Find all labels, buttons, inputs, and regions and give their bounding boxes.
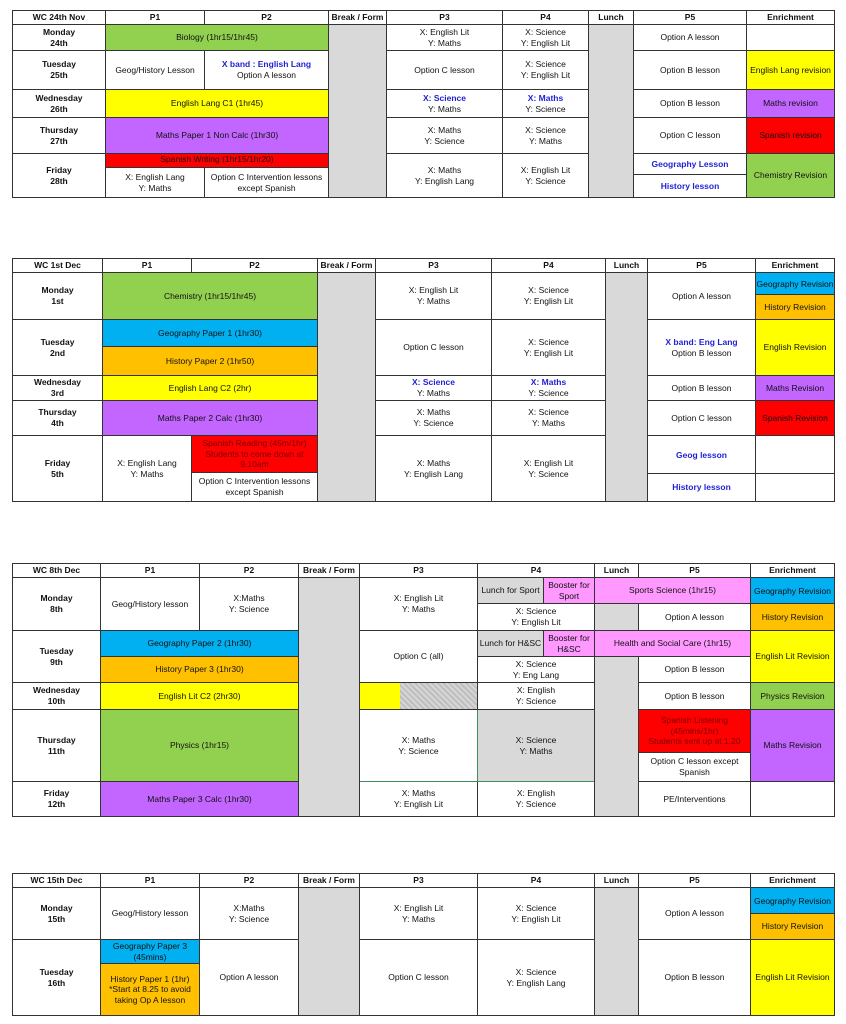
lesson-text: Option A lesson	[236, 70, 297, 80]
lesson-cell: X:Maths Y: Science	[200, 578, 299, 631]
day-text: Tuesday 25th	[42, 59, 76, 80]
break-column	[299, 578, 360, 817]
exam-cell: Spanish Listening (45mins/1hr) Students sent up at 1.20	[639, 710, 750, 753]
header-break: Break / Form	[299, 874, 360, 888]
lesson-cell: X: Science Y: Maths	[503, 118, 589, 154]
exam-cell: Maths Paper 1 Non Calc (1hr30)	[106, 118, 329, 154]
lesson-text: Y: Science	[525, 103, 566, 114]
lesson-cell: Option B lesson	[648, 376, 756, 401]
lesson-cell: Option C lesson	[634, 118, 747, 154]
split-row	[478, 578, 594, 603]
lesson-cell: X: English Lang Y: Maths	[106, 168, 205, 197]
lesson-cell: X: English Y: Science	[478, 782, 595, 817]
day-label	[13, 376, 103, 401]
lesson-cell: Option C lesson	[387, 51, 503, 90]
exam-cell: English Lit C2 (2hr30)	[101, 683, 299, 710]
day-text: Monday 15th	[40, 902, 73, 924]
split-cell	[106, 154, 329, 198]
header-p1: P1	[101, 874, 200, 888]
day-label	[13, 273, 103, 320]
exam-cell: Chemistry (1hr15/1hr45)	[103, 273, 318, 320]
day-label	[13, 710, 101, 782]
lesson-cell: X: Science Y: English Lit	[478, 888, 595, 940]
exam-cell: Sports Science (1hr15)	[595, 578, 751, 604]
lesson-cell: X: Maths Y: Science	[387, 118, 503, 154]
exam-cell: Geography Paper 1 (1hr30)	[103, 320, 317, 347]
enrichment-cell: Physics Revision	[751, 683, 835, 710]
x-band-note: X band : English Lang	[221, 59, 312, 70]
lunch-column	[589, 25, 634, 198]
header-p1: P1	[106, 11, 205, 25]
exam-cell: Geography Paper 3 (45mins)	[101, 940, 199, 964]
enrichment-cell: Geography Revision	[756, 273, 834, 295]
lesson-cell	[205, 51, 329, 90]
exam-cell: Maths Paper 2 Calc (1hr30)	[103, 401, 318, 436]
split-cell	[751, 888, 835, 940]
day-label	[13, 154, 106, 198]
lunch-for-hsc: Lunch for H&SC	[478, 631, 544, 656]
lesson-text: Y: Maths	[427, 103, 462, 114]
lesson-cell: X: English Lit Y: Science	[503, 154, 589, 198]
header-break: Break / Form	[299, 564, 360, 578]
lesson-cell: Option B lesson	[639, 657, 751, 683]
split-cell	[192, 436, 318, 502]
day-text: Monday 24th	[42, 26, 76, 48]
split-cell	[360, 683, 478, 710]
day-text: Friday 5th	[44, 457, 71, 479]
exam-cell: Spanish Reading (45m/1hr) Students to come down at 9.10am	[192, 436, 317, 473]
header-p5: P5	[639, 564, 751, 578]
header-week: WC 1st Dec	[13, 259, 103, 273]
header-p4: P4	[492, 259, 606, 273]
day-label	[13, 940, 101, 1016]
exam-cell: Maths Paper 3 Calc (1hr30)	[101, 782, 299, 817]
split-row	[360, 683, 477, 709]
lesson-cell	[503, 90, 589, 118]
enrichment-cell: English Lit Revision	[751, 631, 835, 683]
lesson-cell: Geog/History lesson	[101, 578, 200, 631]
lesson-cell: X: Science Y: English Lit	[503, 25, 589, 51]
header-p3: P3	[387, 11, 503, 25]
lesson-cell: X: English Lit Y: Maths	[387, 25, 503, 51]
header-week: WC 24th Nov	[13, 11, 106, 25]
lesson-cell: Option B lesson	[634, 51, 747, 90]
header-p5: P5	[634, 11, 747, 25]
lesson-cell: X: Maths Y: Science	[376, 401, 492, 436]
header-p2: P2	[200, 874, 299, 888]
enrichment-cell: Maths revision	[747, 90, 835, 118]
lesson-cell: Option B lesson	[639, 940, 751, 1016]
lesson-cell	[492, 376, 606, 401]
exam-cell: Biology (1hr15/1hr45)	[106, 25, 329, 51]
header-break: Break / Form	[318, 259, 376, 273]
lesson-cell	[387, 90, 503, 118]
header-p5: P5	[648, 259, 756, 273]
x-band-note: X: Science	[412, 377, 455, 388]
exam-cell: English Lang C2 (2hr)	[103, 376, 318, 401]
lesson-link: History lesson	[672, 482, 731, 492]
lesson-text: Y: Maths	[416, 388, 451, 398]
lesson-cell: Option C Intervention lessons except Spanish	[210, 171, 323, 193]
header-lunch: Lunch	[595, 874, 639, 888]
exam-cell: Geography Paper 2 (1hr30)	[101, 631, 299, 657]
lesson-cell: X: English Lit Y: Science	[492, 436, 606, 502]
x-band-note: X: Maths	[530, 377, 567, 388]
day-label	[13, 578, 101, 631]
header-enrichment: Enrichment	[751, 874, 835, 888]
lunch-column	[606, 273, 648, 502]
split-cell	[648, 436, 756, 502]
lesson-cell: X: Science Y: Eng Lang	[478, 657, 595, 683]
lesson-cell: Option B lesson	[634, 90, 747, 118]
exam-cell: History Paper 2 (1hr50)	[103, 347, 317, 375]
header-lunch: Lunch	[606, 259, 648, 273]
day-text: Thursday 11th	[37, 734, 76, 756]
split-cell	[639, 710, 751, 782]
hatched-cell	[400, 683, 477, 709]
lunch-column	[595, 888, 639, 1016]
lesson-cell: Geog/History Lesson	[106, 51, 205, 90]
split-cell	[751, 578, 835, 631]
header-p1: P1	[101, 564, 200, 578]
enrichment-cell: History Revision	[751, 914, 834, 939]
exam-cell-continued	[360, 683, 400, 709]
lesson-cell: Option C (all)	[360, 631, 478, 683]
header-week: WC 15th Dec	[13, 874, 101, 888]
enrichment-cell	[751, 782, 835, 817]
lesson-cell: X: Maths Y: English Lang	[376, 436, 492, 502]
lesson-cell: X: English Lit Y: Maths	[360, 578, 478, 631]
split-cell	[756, 436, 835, 502]
lesson-cell: X: Science Y: English Lit	[478, 604, 595, 631]
day-text: Friday 12th	[43, 788, 70, 809]
header-p2: P2	[200, 564, 299, 578]
split-row	[106, 168, 328, 197]
header-enrichment: Enrichment	[747, 11, 835, 25]
lesson-cell: X: Maths Y: English Lang	[387, 154, 503, 198]
header-break: Break / Form	[329, 11, 387, 25]
lunch-column	[595, 604, 639, 631]
lesson-cell: Option A lesson	[648, 273, 756, 320]
day-label	[13, 51, 106, 90]
enrichment-cell: English Lang revision	[747, 51, 835, 90]
exam-cell: Physics (1hr15)	[101, 710, 299, 782]
lesson-cell: Option C lesson	[360, 940, 478, 1016]
day-text: Friday 28th	[46, 164, 72, 186]
header-week: WC 8th Dec	[13, 564, 101, 578]
day-text: Thursday 27th	[39, 124, 79, 146]
day-text: Tuesday 2nd	[40, 336, 75, 358]
day-text: Monday 8th	[40, 593, 73, 614]
exam-cell: English Lang C1 (1hr45)	[106, 90, 329, 118]
timetable-week-24-nov	[12, 10, 835, 198]
day-label	[13, 683, 101, 710]
enrichment-cell	[756, 436, 834, 474]
x-band-note: X band: Eng Lang	[665, 336, 738, 347]
enrichment-cell: Maths Revision	[756, 376, 835, 401]
header-p2: P2	[205, 11, 329, 25]
day-text: Wednesday 10th	[32, 685, 81, 706]
day-label	[13, 631, 101, 683]
header-p4: P4	[478, 564, 595, 578]
timetable-week-8-dec	[12, 563, 835, 817]
enrichment-cell: Maths Revision	[751, 710, 835, 782]
lesson-link: Geog lesson	[648, 436, 755, 474]
header-p4: P4	[478, 874, 595, 888]
lesson-link: History lesson	[660, 181, 720, 191]
lesson-cell: X:Maths Y: Science	[200, 888, 299, 940]
enrichment-cell: Spanish Revision	[756, 401, 835, 436]
lesson-cell: X: English Lang Y: Maths	[103, 436, 192, 502]
break-column	[329, 25, 387, 198]
lesson-cell	[648, 320, 756, 376]
x-band-note: X: Maths	[527, 92, 564, 103]
lesson-cell: X: Science Y: English Lang	[478, 940, 595, 1016]
day-label	[13, 782, 101, 817]
header-p3: P3	[360, 564, 478, 578]
day-label	[13, 90, 106, 118]
lesson-cell: Option C lesson except Spanish	[650, 756, 739, 777]
lesson-cell: X: Science Y: English Lit	[492, 273, 606, 320]
exam-cell: Health and Social Care (1hr15)	[595, 631, 751, 657]
day-label	[13, 436, 103, 502]
day-label	[13, 888, 101, 940]
day-text: Tuesday 9th	[39, 645, 74, 667]
lesson-cell: Geog/History lesson	[101, 888, 200, 940]
exam-cell: History Paper 3 (1hr30)	[101, 657, 299, 683]
enrichment-cell: Geography Revision	[751, 578, 834, 604]
enrichment-cell: History Revision	[756, 295, 834, 319]
enrichment-cell: History Revision	[751, 604, 834, 630]
enrichment-cell	[756, 474, 834, 501]
header-p5: P5	[639, 874, 751, 888]
split-cell	[478, 631, 595, 657]
enrichment-cell: Geography Revision	[751, 888, 834, 914]
lesson-cell: X: Maths Y: Science	[360, 710, 478, 782]
timetable-week-15-dec	[12, 873, 835, 1016]
lesson-text: Option B lesson	[671, 347, 732, 358]
split-cell	[634, 154, 747, 198]
break-column	[299, 888, 360, 1016]
split-row	[478, 631, 594, 656]
booster-for-sport: Booster for Sport	[544, 578, 594, 603]
header-p3: P3	[376, 259, 492, 273]
enrichment-cell	[747, 25, 835, 51]
day-label	[13, 320, 103, 376]
split-cell	[101, 940, 200, 1016]
header-p3: P3	[360, 874, 478, 888]
enrichment-cell: English Lit Revision	[751, 940, 835, 1016]
lesson-text: Y: Science	[528, 388, 569, 398]
day-text: Wednesday 26th	[35, 92, 83, 114]
lunch-for-sport: Lunch for Sport	[478, 578, 544, 603]
lesson-cell: X: Science Y: Maths	[478, 710, 595, 782]
lesson-cell: Option C lesson	[376, 320, 492, 376]
day-text: Tuesday 16th	[39, 966, 74, 988]
lesson-cell: Option A lesson	[639, 604, 751, 631]
day-label	[13, 118, 106, 154]
lesson-cell: Option A lesson	[634, 25, 747, 51]
lesson-cell: X: English Y: Science	[478, 683, 595, 710]
header-lunch: Lunch	[595, 564, 639, 578]
lesson-cell: X: Science Y: Maths	[492, 401, 606, 436]
lesson-link: Geography Lesson	[634, 154, 746, 175]
lesson-cell: X: English Lit Y: Maths	[360, 888, 478, 940]
header-p2: P2	[192, 259, 318, 273]
header-enrichment: Enrichment	[751, 564, 835, 578]
x-band-note: X: Science	[423, 92, 466, 103]
header-p4: P4	[503, 11, 589, 25]
lesson-cell: Option A lesson	[200, 940, 299, 1016]
break-column	[318, 273, 376, 502]
exam-cell: History Paper 1 (1hr) *Start at 8.25 to avoid taking Op A lesson	[101, 964, 199, 1015]
lunch-column	[595, 657, 639, 817]
lesson-cell: X: Science Y: English Lit	[503, 51, 589, 90]
timetable-week-1-dec	[12, 258, 835, 502]
enrichment-cell: English Revision	[756, 320, 835, 376]
header-lunch: Lunch	[589, 11, 634, 25]
split-cell	[756, 273, 835, 320]
lesson-cell	[376, 376, 492, 401]
lesson-cell: Option C Intervention lessons except Spanish	[198, 476, 311, 497]
day-label	[13, 25, 106, 51]
lesson-cell: PE/Interventions	[639, 782, 751, 817]
exam-cell: Spanish Writing (1hr15/1hr20)	[106, 154, 328, 168]
header-enrichment: Enrichment	[756, 259, 835, 273]
lesson-cell: Option C lesson	[648, 401, 756, 436]
day-text: Monday 1st	[41, 285, 74, 306]
day-label	[13, 401, 103, 436]
booster-for-hsc: Booster for H&SC	[544, 631, 594, 656]
split-cell	[478, 578, 595, 604]
day-text: Wednesday 3rd	[33, 377, 82, 398]
split-cell	[103, 320, 318, 376]
enrichment-cell: Spanish revision	[747, 118, 835, 154]
enrichment-cell: Chemistry Revision	[747, 154, 835, 198]
lesson-cell: Option A lesson	[639, 888, 751, 940]
lesson-cell: Option B lesson	[639, 683, 751, 710]
lesson-cell: X: Maths Y: English Lit	[360, 782, 478, 817]
lesson-cell: X: English Lit Y: Maths	[376, 273, 492, 320]
day-text: Thursday 4th	[38, 407, 77, 428]
lesson-cell: X: Science Y: English Lit	[492, 320, 606, 376]
header-p1: P1	[103, 259, 192, 273]
